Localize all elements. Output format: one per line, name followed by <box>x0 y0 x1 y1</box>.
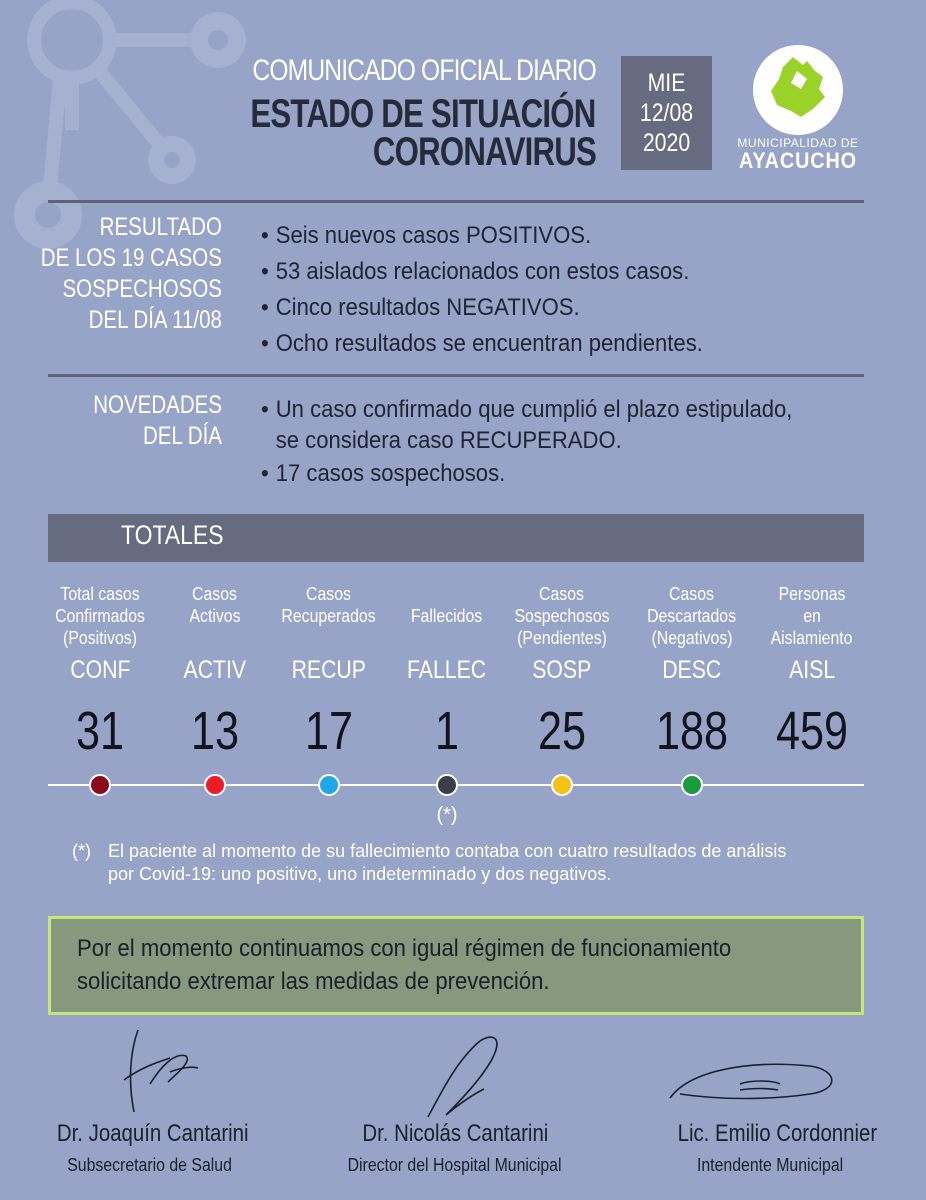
col-label-line: (Pendientes) <box>517 628 607 648</box>
code-activ: ACTIV <box>183 656 247 684</box>
col-label-desc <box>633 583 751 649</box>
date-year: 2020 <box>642 129 691 157</box>
date-day-month: 12/08 <box>639 99 694 127</box>
news-label-line: NOVEDADES <box>93 391 222 419</box>
notice-line1: Por el momento continuamos con igual régimen de funcionamiento <box>77 935 732 962</box>
notice-box <box>48 916 864 1015</box>
col-label-line: Casos <box>306 584 352 604</box>
col-label-line: Fallecidos <box>411 606 483 626</box>
col-label-line: Recuperados <box>281 606 377 626</box>
logo-top-text: MUNICIPALIDAD DE <box>737 136 859 150</box>
dot-conf <box>89 774 111 796</box>
value-sosp: 25 <box>537 701 587 761</box>
signature-2-role: Director del Hospital Municipal <box>348 1155 562 1175</box>
municipality-logo <box>753 45 843 135</box>
col-label-aisl <box>753 583 871 649</box>
divider-top <box>48 200 864 203</box>
col-label-line: Casos <box>539 584 585 604</box>
col-label-line: Casos <box>669 584 715 604</box>
value-aisl: 459 <box>775 701 849 761</box>
code-fallec: FALLEC <box>407 656 487 684</box>
dot-activ <box>204 774 226 796</box>
signature-2-name: Dr. Nicolás Cantarini <box>362 1120 548 1147</box>
code-sosp: SOSP <box>532 656 592 684</box>
results-list <box>261 218 741 362</box>
col-label-line: en <box>803 606 821 626</box>
dot-recup <box>318 774 340 796</box>
col-label-line: Descartados <box>647 606 737 626</box>
signature-2-icon <box>410 1025 520 1125</box>
header-subtitle: COMUNICADO OFICIAL DIARIO <box>252 54 596 87</box>
news-label-line: DEL DÍA <box>143 422 222 450</box>
results-label-line: SOSPECHOSOS <box>62 275 222 303</box>
divider-middle <box>48 374 864 377</box>
code-desc: DESC <box>662 656 722 684</box>
date-box <box>621 56 712 170</box>
footnote <box>72 840 852 886</box>
signature-1-name: Dr. Joaquín Cantarini <box>56 1120 249 1147</box>
results-label-line: DE LOS 19 CASOS <box>40 244 222 272</box>
list-item: • Seis nuevos casos POSITIVOS. <box>261 218 703 254</box>
col-label-conf <box>41 583 159 649</box>
news-bullet1-line2: se considera caso RECUPERADO. <box>275 427 622 454</box>
signature-3-icon <box>660 1050 845 1120</box>
col-label-activ <box>156 583 274 627</box>
dot-fallec <box>436 774 458 796</box>
signature-3-role: Intendente Municipal <box>696 1155 844 1175</box>
col-label-fallec <box>388 605 506 627</box>
value-activ: 13 <box>190 701 240 761</box>
col-label-line: Aislamiento <box>771 628 853 648</box>
value-desc: 188 <box>655 701 729 761</box>
col-label-line: Personas <box>778 584 846 604</box>
results-label-line: DEL DÍA 11/08 <box>88 306 223 334</box>
list-item: • Ocho resultados se encuentran pendientes. <box>261 326 703 362</box>
col-label-recup <box>270 583 388 627</box>
list-item: • 53 aislados relacionados con estos casos. <box>261 254 703 290</box>
date-weekday: MIE <box>647 69 686 97</box>
results-label-line: RESULTADO <box>99 213 222 241</box>
header-title-line1: ESTADO DE SITUACIÓN <box>250 92 596 136</box>
list-item: • Cinco resultados NEGATIVOS. <box>261 290 703 326</box>
footnote-mark: (*) <box>72 841 91 861</box>
footnote-line2: por Covid-19: uno positivo, uno indeterminado y dos negativos. <box>108 864 612 884</box>
value-recup: 17 <box>304 701 354 761</box>
col-label-line: Casos <box>192 584 238 604</box>
news-label <box>93 390 222 452</box>
value-fallec: 1 <box>434 701 460 761</box>
map-shape-icon <box>753 45 843 135</box>
col-label-line: (Positivos) <box>63 628 137 648</box>
news-list <box>261 394 839 491</box>
code-conf: CONF <box>69 656 131 684</box>
col-label-line: Activos <box>189 606 241 626</box>
asterisk-mark: (*) <box>436 804 458 826</box>
footnote-line1: El paciente al momento de su fallecimiento contaba con cuatro resultados de análisis <box>108 841 787 861</box>
signature-1-icon <box>100 1022 210 1127</box>
dot-sosp <box>551 774 573 796</box>
list-item <box>261 394 792 456</box>
col-label-sosp <box>503 583 621 649</box>
totals-title: TOTALES <box>121 520 224 550</box>
news-bullet1-line1: Un caso confirmado que cumplió el plazo estipulado, <box>275 396 793 423</box>
header-title-line2: CORONAVIRUS <box>372 130 596 174</box>
signature-3-name: Lic. Emilio Cordonnier <box>677 1120 878 1147</box>
col-label-line: (Negativos) <box>651 628 733 648</box>
results-label <box>41 212 222 336</box>
col-label-line: Confirmados <box>55 606 145 626</box>
list-item: • 17 casos sospechosos. <box>261 458 792 489</box>
dot-desc <box>681 774 703 796</box>
code-recup: RECUP <box>291 656 367 684</box>
col-label-line: Sospechosos <box>514 606 610 626</box>
logo-main-text: AYACUCHO <box>739 148 857 173</box>
col-label-line: Total casos <box>60 584 140 604</box>
signature-1-role: Subsecretario de Salud <box>67 1155 233 1175</box>
notice-line2: solicitando extremar las medidas de prevención. <box>77 968 550 995</box>
code-aisl: AISL <box>788 656 836 684</box>
value-conf: 31 <box>75 701 125 761</box>
